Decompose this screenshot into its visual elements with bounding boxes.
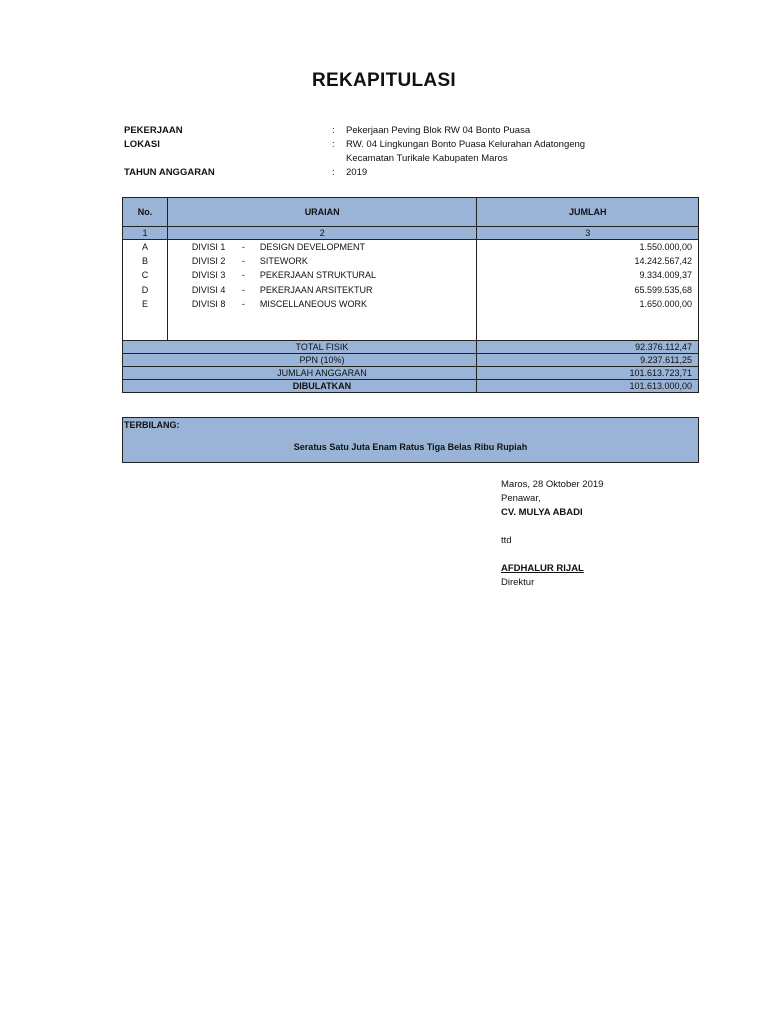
info-row-lokasi bbox=[124, 138, 644, 152]
info-colon bbox=[332, 152, 346, 166]
table-header-row bbox=[123, 198, 699, 227]
place-date: Maros, 28 Oktober 2019 bbox=[501, 479, 604, 490]
list-item bbox=[192, 254, 473, 268]
sum-value: 101.613.723,71 bbox=[477, 367, 699, 380]
info-colon: : bbox=[332, 125, 335, 136]
sum-value: 101.613.000,00 bbox=[477, 380, 699, 393]
divisi-label: DIVISI 3 bbox=[191, 270, 226, 281]
info-value: Pekerjaan Peving Blok RW 04 Bonto Puasa bbox=[346, 125, 531, 136]
sum-label: PPN (10%) bbox=[167, 354, 477, 367]
terbilang-box bbox=[122, 417, 699, 463]
dash: - bbox=[241, 270, 245, 281]
sum-label: DIBULATKAN bbox=[167, 380, 477, 393]
dash: - bbox=[241, 298, 245, 309]
sum-spacer bbox=[123, 380, 168, 393]
table-index-row bbox=[123, 227, 699, 240]
signer-position: Direktur bbox=[501, 577, 535, 588]
sum-value: 92.376.112,47 bbox=[477, 341, 699, 354]
header-no: No. bbox=[123, 198, 168, 227]
row-letters-cell bbox=[123, 240, 168, 341]
row-descriptions-cell bbox=[167, 240, 477, 341]
dash: - bbox=[241, 284, 245, 295]
terbilang-label: TERBILANG: bbox=[124, 420, 180, 430]
ttd-text: ttd bbox=[501, 535, 512, 546]
row-amounts-cell bbox=[477, 240, 699, 341]
sum-label: JUMLAH ANGGARAN bbox=[167, 367, 477, 380]
info-row-tahun bbox=[124, 166, 644, 180]
info-row-pekerjaan bbox=[124, 124, 644, 138]
info-value: 2019 bbox=[346, 167, 368, 178]
divisi-desc: PEKERJAAN STRUKTURAL bbox=[259, 270, 376, 281]
row-letter: A bbox=[141, 242, 148, 252]
header-uraian: URAIAN bbox=[167, 198, 477, 227]
table-body-row bbox=[123, 240, 699, 341]
signer-role: Penawar, bbox=[501, 493, 541, 504]
divisi-label: DIVISI 8 bbox=[191, 298, 226, 309]
row-letter: D bbox=[141, 284, 149, 295]
info-value: RW. 04 Lingkungan Bonto Puasa Kelurahan Adatongeng bbox=[346, 139, 586, 150]
ppn-row bbox=[123, 354, 699, 367]
spacer bbox=[501, 520, 603, 534]
info-label: PEKERJAAN bbox=[124, 125, 183, 136]
total-fisik-row bbox=[123, 341, 699, 354]
index-no: 1 bbox=[123, 227, 168, 240]
list-item bbox=[192, 297, 473, 311]
sum-spacer bbox=[123, 341, 168, 354]
sum-value: 9.237.611,25 bbox=[477, 354, 699, 367]
signature-block bbox=[501, 478, 603, 590]
info-label: TAHUN ANGGARAN bbox=[124, 167, 215, 178]
sum-label: TOTAL FISIK bbox=[167, 341, 477, 354]
info-colon: : bbox=[332, 139, 335, 150]
row-amount: 1.550.000,00 bbox=[639, 242, 692, 252]
divisi-label: DIVISI 1 bbox=[191, 242, 226, 252]
divisi-label: DIVISI 4 bbox=[191, 284, 226, 295]
dibulatkan-row bbox=[123, 380, 699, 393]
spacer bbox=[501, 548, 603, 562]
project-info bbox=[124, 124, 644, 180]
info-label: LOKASI bbox=[124, 139, 160, 150]
divisi-desc: SITEWORK bbox=[259, 256, 308, 267]
signer-name: AFDHALUR RIJAL bbox=[501, 563, 584, 574]
list-item bbox=[192, 240, 473, 254]
row-letter: B bbox=[141, 256, 148, 267]
row-amount: 9.334.009,37 bbox=[639, 270, 692, 281]
terbilang-text: Seratus Satu Juta Enam Ratus Tiga Belas Ribu Rupiah bbox=[293, 442, 528, 452]
index-uraian: 2 bbox=[167, 227, 477, 240]
recap-table bbox=[122, 197, 699, 393]
divisi-desc: PEKERJAAN ARSITEKTUR bbox=[259, 284, 373, 295]
dash: - bbox=[241, 242, 245, 252]
list-item bbox=[192, 268, 473, 282]
row-letter: E bbox=[141, 298, 148, 309]
info-label bbox=[124, 152, 332, 166]
dash: - bbox=[241, 256, 245, 267]
info-value: Kecamatan Turikale Kabupaten Maros bbox=[346, 153, 508, 164]
index-jumlah: 3 bbox=[477, 227, 699, 240]
row-amount: 1.650.000,00 bbox=[639, 298, 692, 309]
info-row-lokasi-cont bbox=[124, 152, 644, 166]
divisi-desc: DESIGN DEVELOPMENT bbox=[259, 242, 365, 252]
company-name: CV. MULYA ABADI bbox=[501, 507, 583, 518]
info-colon: : bbox=[332, 167, 335, 178]
list-item bbox=[192, 283, 473, 297]
row-letter: C bbox=[141, 270, 149, 281]
divisi-desc: MISCELLANEOUS WORK bbox=[259, 298, 367, 309]
page-title: REKAPITULASI bbox=[312, 70, 456, 91]
divisi-label: DIVISI 2 bbox=[191, 256, 226, 267]
row-amount: 14.242.567,42 bbox=[634, 256, 692, 267]
jumlah-anggaran-row bbox=[123, 367, 699, 380]
sum-spacer bbox=[123, 367, 168, 380]
row-amount: 65.599.535,68 bbox=[634, 284, 692, 295]
sum-spacer bbox=[123, 354, 168, 367]
header-jumlah: JUMLAH bbox=[477, 198, 699, 227]
